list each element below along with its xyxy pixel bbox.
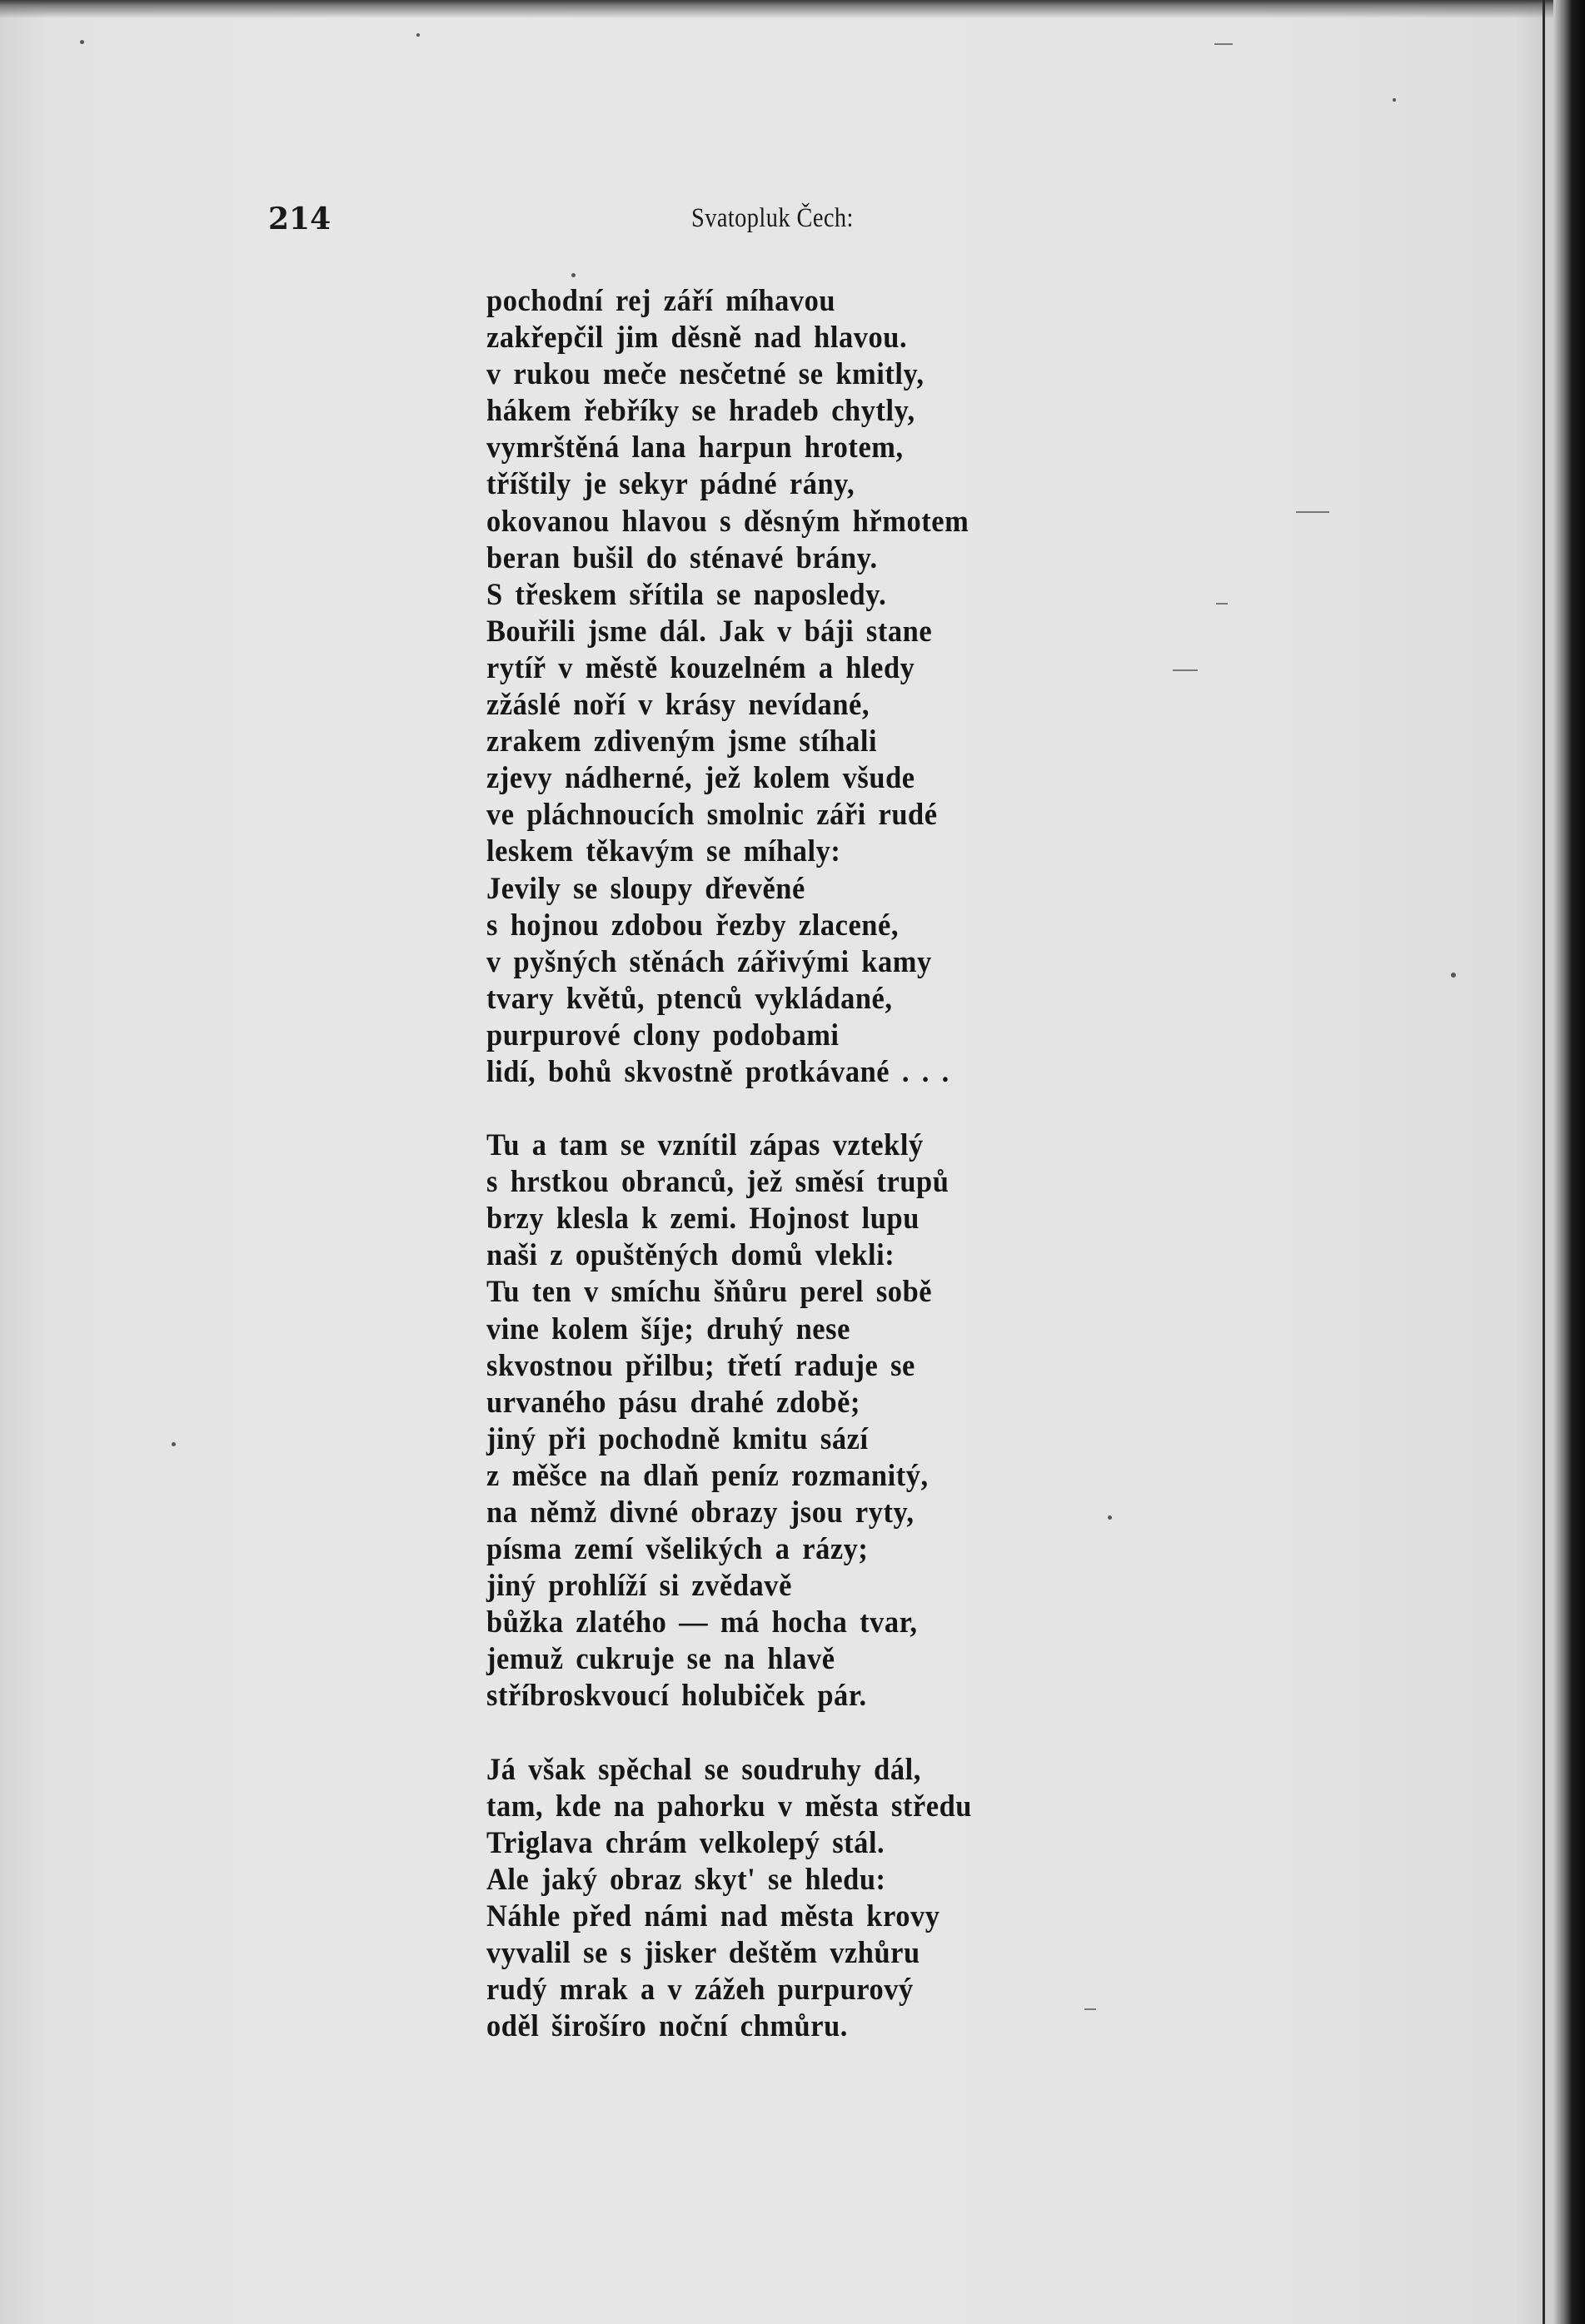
scan-right-edge: [1553, 0, 1585, 2324]
running-title: Svatopluk Čech:: [691, 203, 854, 233]
verse-line: s hojnou zdobou řezby zlacené,: [486, 908, 899, 943]
verse-line: písma zemí všelikých a rázy;: [486, 1532, 869, 1567]
verse-line: urvaného pásu drahé zdobě;: [486, 1385, 861, 1420]
verse-line: tvary květů, ptenců vykládané,: [486, 981, 893, 1016]
verse-line: tam, kde na pahorku v města středu: [486, 1789, 972, 1824]
verse-line: ve pláchnoucích smolnic záři rudé: [486, 798, 938, 833]
scan-speck: [416, 33, 420, 37]
verse-line: lidí, bohů skvostně protkávané . . .: [486, 1054, 950, 1089]
verse-line: jiný prohlíží si zvědavě: [486, 1569, 792, 1604]
scan-speck: [571, 273, 576, 277]
verse-line: na němž divné obrazy jsou ryty,: [486, 1495, 915, 1530]
scan-mark: [1084, 2008, 1096, 2010]
scan-speck: [172, 1442, 176, 1446]
verse-line: zžáslé noří v krásy nevídané,: [486, 688, 870, 723]
scan-speck: [80, 40, 84, 44]
scan-mark: [1173, 669, 1198, 671]
verse-line: tříštily je sekyr pádné rány,: [486, 467, 855, 502]
scan-speck: [1108, 1515, 1112, 1520]
verse-line: leskem těkavým se míhaly:: [486, 834, 841, 869]
verse-line: vine kolem šíje; druhý nese: [486, 1311, 850, 1346]
verse-line: naši z opuštěných domů vlekli:: [486, 1238, 895, 1273]
verse-line: purpurové clony podobami: [486, 1018, 840, 1053]
stanza: [486, 1127, 1086, 1715]
page-header: [268, 202, 1151, 243]
verse-line: jemuž cukruje se na hlavě: [486, 1642, 835, 1677]
verse-line: Jevily se sloupy dřevěné: [486, 871, 805, 906]
page-number: 214: [268, 202, 331, 236]
verse-line: Tu a tam se vznítil zápas vzteklý: [486, 1128, 924, 1163]
verse-line: z měšce na dlaň peníz rozmanitý,: [486, 1458, 929, 1493]
verse-line: v pyšných stěnách zářivými kamy: [486, 944, 932, 979]
verse-line: v rukou meče nesčetné se kmitly,: [486, 357, 925, 392]
verse-line: hákem řebříky se hradeb chytly,: [486, 394, 915, 429]
verse-line: zrakem zdiveným jsme stíhali: [486, 724, 878, 759]
verse-line: stříbroskvoucí holubiček pár.: [486, 1679, 867, 1714]
verse-line: Bouřili jsme dál. Jak v báji stane: [486, 614, 933, 649]
verse-line: Ale jaký obraz skyt' se hledu:: [486, 1862, 886, 1897]
verse-line: okovanou hlavou s děsným hřmotem: [486, 504, 969, 539]
scan-fold-line: [1543, 0, 1545, 2324]
poem-text: [486, 283, 1086, 2045]
verse-line: Já však spěchal se soudruhy dál,: [486, 1752, 921, 1787]
verse-line: vymrštěná lana harpun hrotem,: [486, 430, 904, 465]
verse-line: zjevy nádherné, jež kolem všude: [486, 761, 915, 796]
stanza: [486, 1752, 1086, 2046]
verse-line: vyvalil se s jisker deštěm vzhůru: [486, 1936, 920, 1971]
scan-speck: [1451, 973, 1456, 978]
scan-speck: [1393, 98, 1396, 102]
scan-mark: [1296, 511, 1329, 513]
verse-line: oděl širošíro noční chmůru.: [486, 2009, 848, 2044]
scan-mark: [1216, 603, 1228, 605]
verse-line: rytíř v městě kouzelném a hledy: [486, 650, 915, 685]
stanza: [486, 283, 1086, 1091]
verse-line: bůžka zlatého — má hocha tvar,: [486, 1605, 918, 1640]
verse-line: jiný při pochodně kmitu sází: [486, 1421, 869, 1456]
verse-line: pochodní rej září míhavou: [486, 284, 836, 318]
verse-line: zakřepčil jim děsně nad hlavou.: [486, 321, 908, 356]
verse-line: beran bušil do sténavé brány.: [486, 540, 878, 575]
verse-line: rudý mrak a v zážeh purpurový: [486, 1973, 914, 2008]
scan-top-shadow: [0, 0, 1585, 18]
scan-mark: [1214, 43, 1233, 45]
verse-line: brzy klesla k zemi. Hojnost lupu: [486, 1202, 920, 1237]
verse-line: Triglava chrám velkolepý stál.: [486, 1825, 885, 1860]
verse-line: Tu ten v smíchu šňůru perel sobě: [486, 1275, 933, 1310]
verse-line: S třeskem sřítila se naposledy.: [486, 577, 887, 612]
verse-line: Náhle před námi nad města krovy: [486, 1899, 940, 1933]
verse-line: s hrstkou obranců, jež směsí trupů: [486, 1165, 950, 1200]
verse-line: skvostnou přilbu; třetí raduje se: [486, 1348, 915, 1383]
